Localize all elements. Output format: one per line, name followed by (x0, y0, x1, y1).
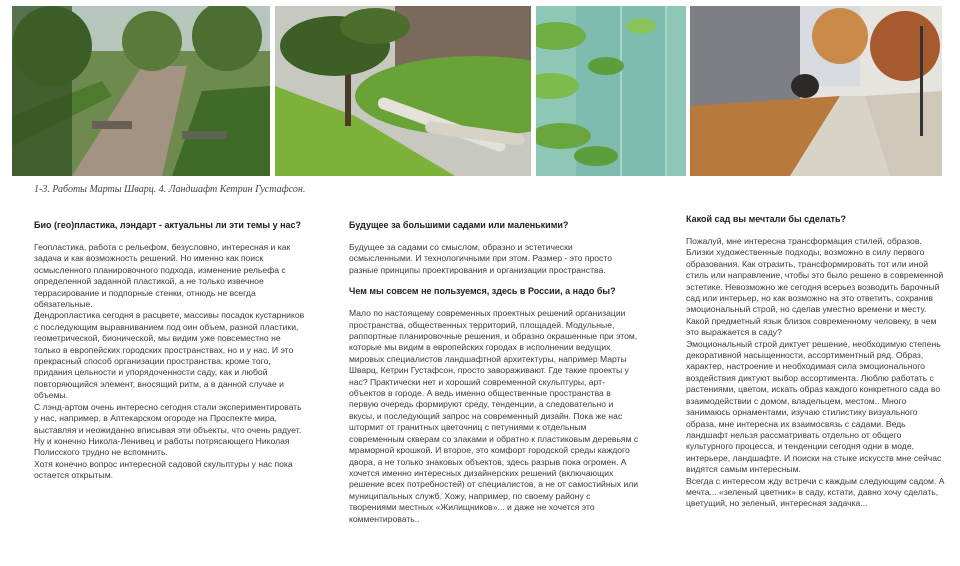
question-heading: Био (гео)пластика, лэндарт - актуальны ли эти темы у нас? (34, 220, 302, 230)
question-heading: Какой сад вы мечтали бы сделать? (686, 214, 847, 224)
answer-paragraph: Эмоциональный строй диктует решение, необходимую степень декоративной насыщенности, ассортиментный ряд. Образ, характер, настроение и необходимая сила эмоционального воздействия диктуют выбор ассортимента. Люблю работать с растениями, цветом, искать образ каждого конкретного сада во взаимодействии с домом, владельцем, местом.. Много занимаюсь орнаментами, изучаю стилистику визуального образа, мне интересна их взаимосвязь с садами. Ведь ландшафт нельзя рассматривать отдельно от общего культурного процесса, и тенденции сегодня одни в моде, интерьере, ландшафте. И поиски на стыке искусств мне сейчас видятся самым интересным. (686, 338, 942, 475)
answer-paragraph: Хотя конечно вопрос интересной садовой скульптуры у нас пока остается открытым. (34, 458, 293, 481)
column-dream-garden (686, 213, 948, 510)
autumn-walkway-photo (690, 6, 942, 176)
answer-paragraph: Всегда с интересом жду встречи с каждым следующим садом. А мечта... «зеленый цветник» в саду, кстати, давно хочу сделать, цветущий, но зеленый, интересная задачка... (686, 475, 945, 509)
answer-paragraph: Будущее за садами со смыслом, образно и эстетически осмысленными. И технологичными при этом. Размер - это просто разные принципы проектирования и организации пространства. (349, 242, 612, 275)
answer-paragraph: С лэнд-артом очень интересно сегодня стали экспериментировать у нас, например, в Аптекарском огороде на Проспекте мира, выставляя и неожиданно вписывая эти объекты, что очень радует. Ну и конечно Никола-Ленивец и работы потрясающего Николая Полисского трудно не вспомнить. (34, 401, 302, 458)
answer-paragraph: Дендропластика сегодня в расцвете, массивы посадок кустарников с последующим выравниванием под оин объем, разной пластики, геометрической, бионической, мы видим уже повсеместно не только в европейских городских пространствах, но и у нас. И это прекрасный способ организации пространства: кроме того, придания цельности и упорядоченности саду, как и любой повторяющийся элемент, вносящий ритм, а в данной случае и объемы. (34, 310, 305, 401)
question-heading: Чем мы совсем не пользуемся, здесь в России, а надо бы? (349, 286, 616, 297)
answer-paragraph: Геопластика, работа с рельефом, безусловно, интересная и как задача и как возможность решений. Но именно как поиск осмысленного планировочного подхода, изменение рельефа с определенной заданной пластикой, а не только извечное террасирование и подпорные стенки, отнюдь не всегда обязательные. (34, 242, 291, 310)
photo-caption: 1-3. Работы Марты Шварц. 4. Ландшафт Кетрин Густафсон. (34, 184, 306, 195)
green-glass-wall-photo (536, 6, 686, 176)
answer-paragraph: Пожалуй, мне интересна трансформация стилей, образов. Близки художественные подходы, возможно в силу первого образования. Как отразить, трансформировать тот или иной стиль или направление, чтобы это было решено в современной эстетике. Невозможно же сегодня всерьез возводить барочный сад или интерьер, но как возможно на это ответить, сохранив эмоциональный строй, но сделав уместно времени и месту. Какой предметный язык близок современному человеку, в чем это выражается в саду? (686, 236, 944, 338)
question-heading: Будущее за большими садами или маленькими? (349, 220, 569, 230)
column-garden-size (349, 219, 639, 525)
garden-terraces-photo (12, 6, 270, 176)
answer-paragraph: Мало по настоящему современных проектных решений организации пространства, общественных территорий, площадей. Модульные, раппортные планировочные решения, и образно окрашенные при этом, которые мы видим в европейских городах в исполнении ведущих мировых специалистов ландшафтной архитектуры, например Марты Шварц, Кетрин Густафсон, просто завораживают. Где такие проекты у нас? Практически нет и хороший современной скульптуры, арт-объектов в городе. А ведь именно общественные пространства в первую очередь формируют среду, тенденции, а следовательно и вкусы, и последующий запрос на современный дизайн. Пока же нас штормит от гранитных цветочниц с петуниями к отдельным современным скверам со злаками и обратно к пластиковым деревьям с мраморной крошкой. И второе, это комфорт городской среды каждого двора, а не только знаковых объектов, здесь разрыв пока огромен. А хочется именно интересных дизайнерских решений (включающих решение всех потребностей) от специалистов, а не от самостийных или муниципальных служб. Хожу, например, по своему району с творениями местных «Жилищников»... и даже не хочется это комментировать.. (349, 308, 639, 524)
pine-and-logs-photo (275, 6, 531, 176)
column-bioplastics (34, 219, 306, 482)
photo-strip (12, 6, 942, 176)
